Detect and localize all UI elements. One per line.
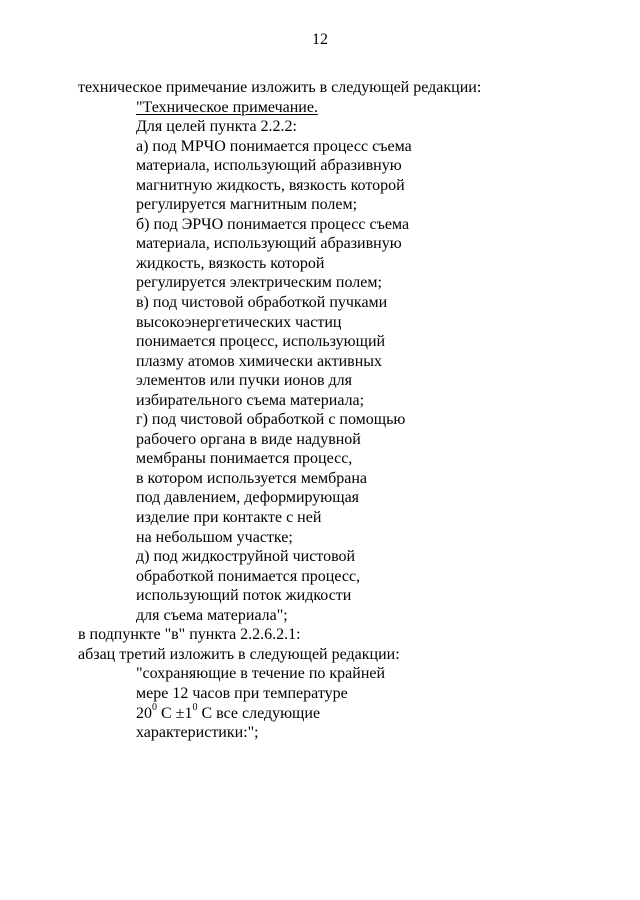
text-line: в) под чистовой обработкой пучками bbox=[136, 294, 388, 312]
text-line: материала, использующий абразивную bbox=[136, 235, 402, 253]
text-lines bbox=[78, 78, 598, 704]
text-line: материала, использующий абразивную bbox=[136, 157, 402, 175]
text-line bbox=[78, 98, 598, 118]
text-line: характеристики:"; bbox=[136, 724, 259, 742]
text-line: для съема материала"; bbox=[136, 606, 288, 624]
degree-sup: 0 bbox=[192, 702, 198, 714]
text-line: использующий поток жидкости bbox=[136, 587, 352, 605]
text-line: абзац третий изложить в следующей редакции: bbox=[78, 645, 400, 663]
text-line: регулируется магнитным полем; bbox=[136, 196, 358, 214]
text-line: а) под МРЧО понимается процесс съема bbox=[136, 137, 412, 155]
text-line: в котором используется мембрана bbox=[136, 469, 367, 487]
text-line: под давлением, деформирующая bbox=[136, 489, 360, 507]
text-line: б) под ЭРЧО понимается процесс съема bbox=[136, 215, 410, 233]
text-line: обработкой понимается процесс, bbox=[136, 567, 361, 585]
text-line: в подпункте "в" пункта 2.2.6.2.1: bbox=[78, 626, 301, 644]
text-line: мембраны понимается процесс, bbox=[136, 450, 353, 468]
text-line: жидкость, вязкость которой bbox=[136, 254, 325, 272]
text-line: элементов или пучки ионов для bbox=[136, 372, 353, 390]
text-line: магнитную жидкость, вязкость которой bbox=[136, 176, 405, 194]
text-line: плазму атомов химически активных bbox=[136, 352, 383, 370]
page-number: 12 bbox=[312, 31, 328, 48]
temperature-line bbox=[78, 704, 598, 724]
temperature-value: 20 bbox=[136, 704, 152, 722]
text-line: Для целей пункта 2.2.2: bbox=[136, 118, 297, 136]
text-line: "сохраняющие в течение по крайней bbox=[136, 665, 386, 683]
text-line: на небольшом участке; bbox=[136, 528, 293, 546]
temperature-tail: С все следующие bbox=[197, 704, 321, 722]
text-line: рабочего органа в виде надувной bbox=[136, 430, 361, 448]
text-line: мере 12 часов при температуре bbox=[136, 684, 348, 702]
document-body bbox=[78, 78, 598, 743]
underlined-heading: "Техническое примечание. bbox=[136, 98, 318, 116]
text-line: техническое примечание изложить в следующей редакции: bbox=[78, 79, 482, 96]
text-line: регулируется электрическим полем; bbox=[136, 274, 382, 292]
text-line: понимается процесс, использующий bbox=[136, 333, 386, 351]
text-line: высокоэнергетических частиц bbox=[136, 313, 342, 331]
degree-sup: 0 bbox=[152, 702, 157, 714]
temperature-middle: С ±1 bbox=[157, 704, 193, 722]
text-line: г) под чистовой обработкой с помощью bbox=[136, 411, 406, 429]
text-line: д) под жидкоструйной чистовой bbox=[136, 548, 356, 566]
text-line: избирательного съема материала; bbox=[136, 391, 365, 409]
text-line: изделие при контакте с ней bbox=[136, 509, 322, 527]
